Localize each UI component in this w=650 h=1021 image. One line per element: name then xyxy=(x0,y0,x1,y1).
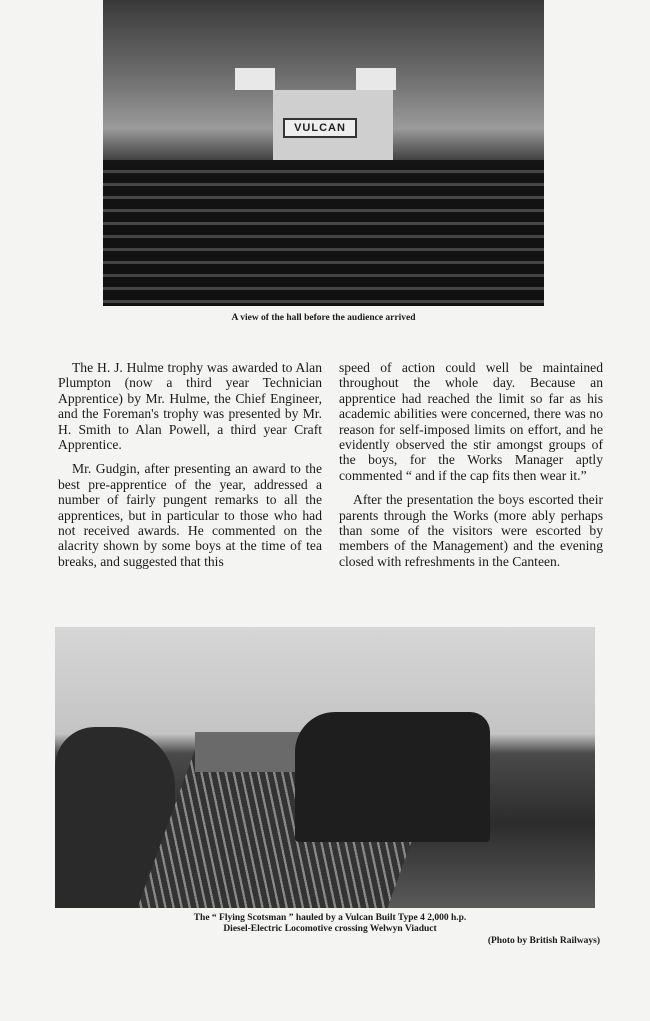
train-photo-caption xyxy=(140,913,520,935)
locomotive xyxy=(295,712,490,842)
caption-line: The “ Flying Scotsman ” hauled by a Vulcan Built Type 4 2,000 h.p. xyxy=(193,913,467,923)
hall-window xyxy=(356,68,396,90)
vulcan-sign: VULCAN xyxy=(283,118,357,138)
hall-window xyxy=(235,68,275,90)
article-right-column xyxy=(339,360,603,578)
paragraph: The H. J. Hulme trophy was awarded to Alan Plumpton (now a third year Technician Apprentice) by Mr. Hulme, the Chief Engineer, and the Foreman's trophy was presented by Mr. H. Smith to Alan Powell, a third year Craft Apprentice. xyxy=(58,360,322,453)
photo-credit: (Photo by British Railways) xyxy=(487,936,600,946)
paragraph: Mr. Gudgin, after presenting an award to the best pre-apprentice of the year, addressed a number of fairly pungent remarks to all the apprentices, but in particular to those who had not received awards. He commented on the alacrity shown by some boys at the time of tea breaks, and suggested that this xyxy=(58,461,322,569)
paragraph: speed of action could well be maintained throughout the whole day. Because an apprentice had reached the limit so far as his academic abilities were concerned, there was no reason for self-imposed limits on effort, and he evidently observed the stir amongst groups of the boys, for the Works Manager aptly commented “ and if the cap fits then wear it.” xyxy=(339,360,603,483)
article-left-column xyxy=(58,360,322,578)
coach xyxy=(195,732,305,772)
paragraph: After the presentation the boys escorted their parents through the Works (more ably perhaps than some of the visitors were escorted by members of the Management) and the evening closed with refreshments in the Canteen. xyxy=(339,492,603,569)
train-photo xyxy=(55,627,595,908)
hall-photo-caption: A view of the hall before the audience arrived xyxy=(231,313,416,323)
caption-line: Diesel-Electric Locomotive crossing Welwyn Viaduct xyxy=(223,924,437,934)
rows-of-chairs xyxy=(103,160,544,306)
hall-photo xyxy=(103,0,544,306)
